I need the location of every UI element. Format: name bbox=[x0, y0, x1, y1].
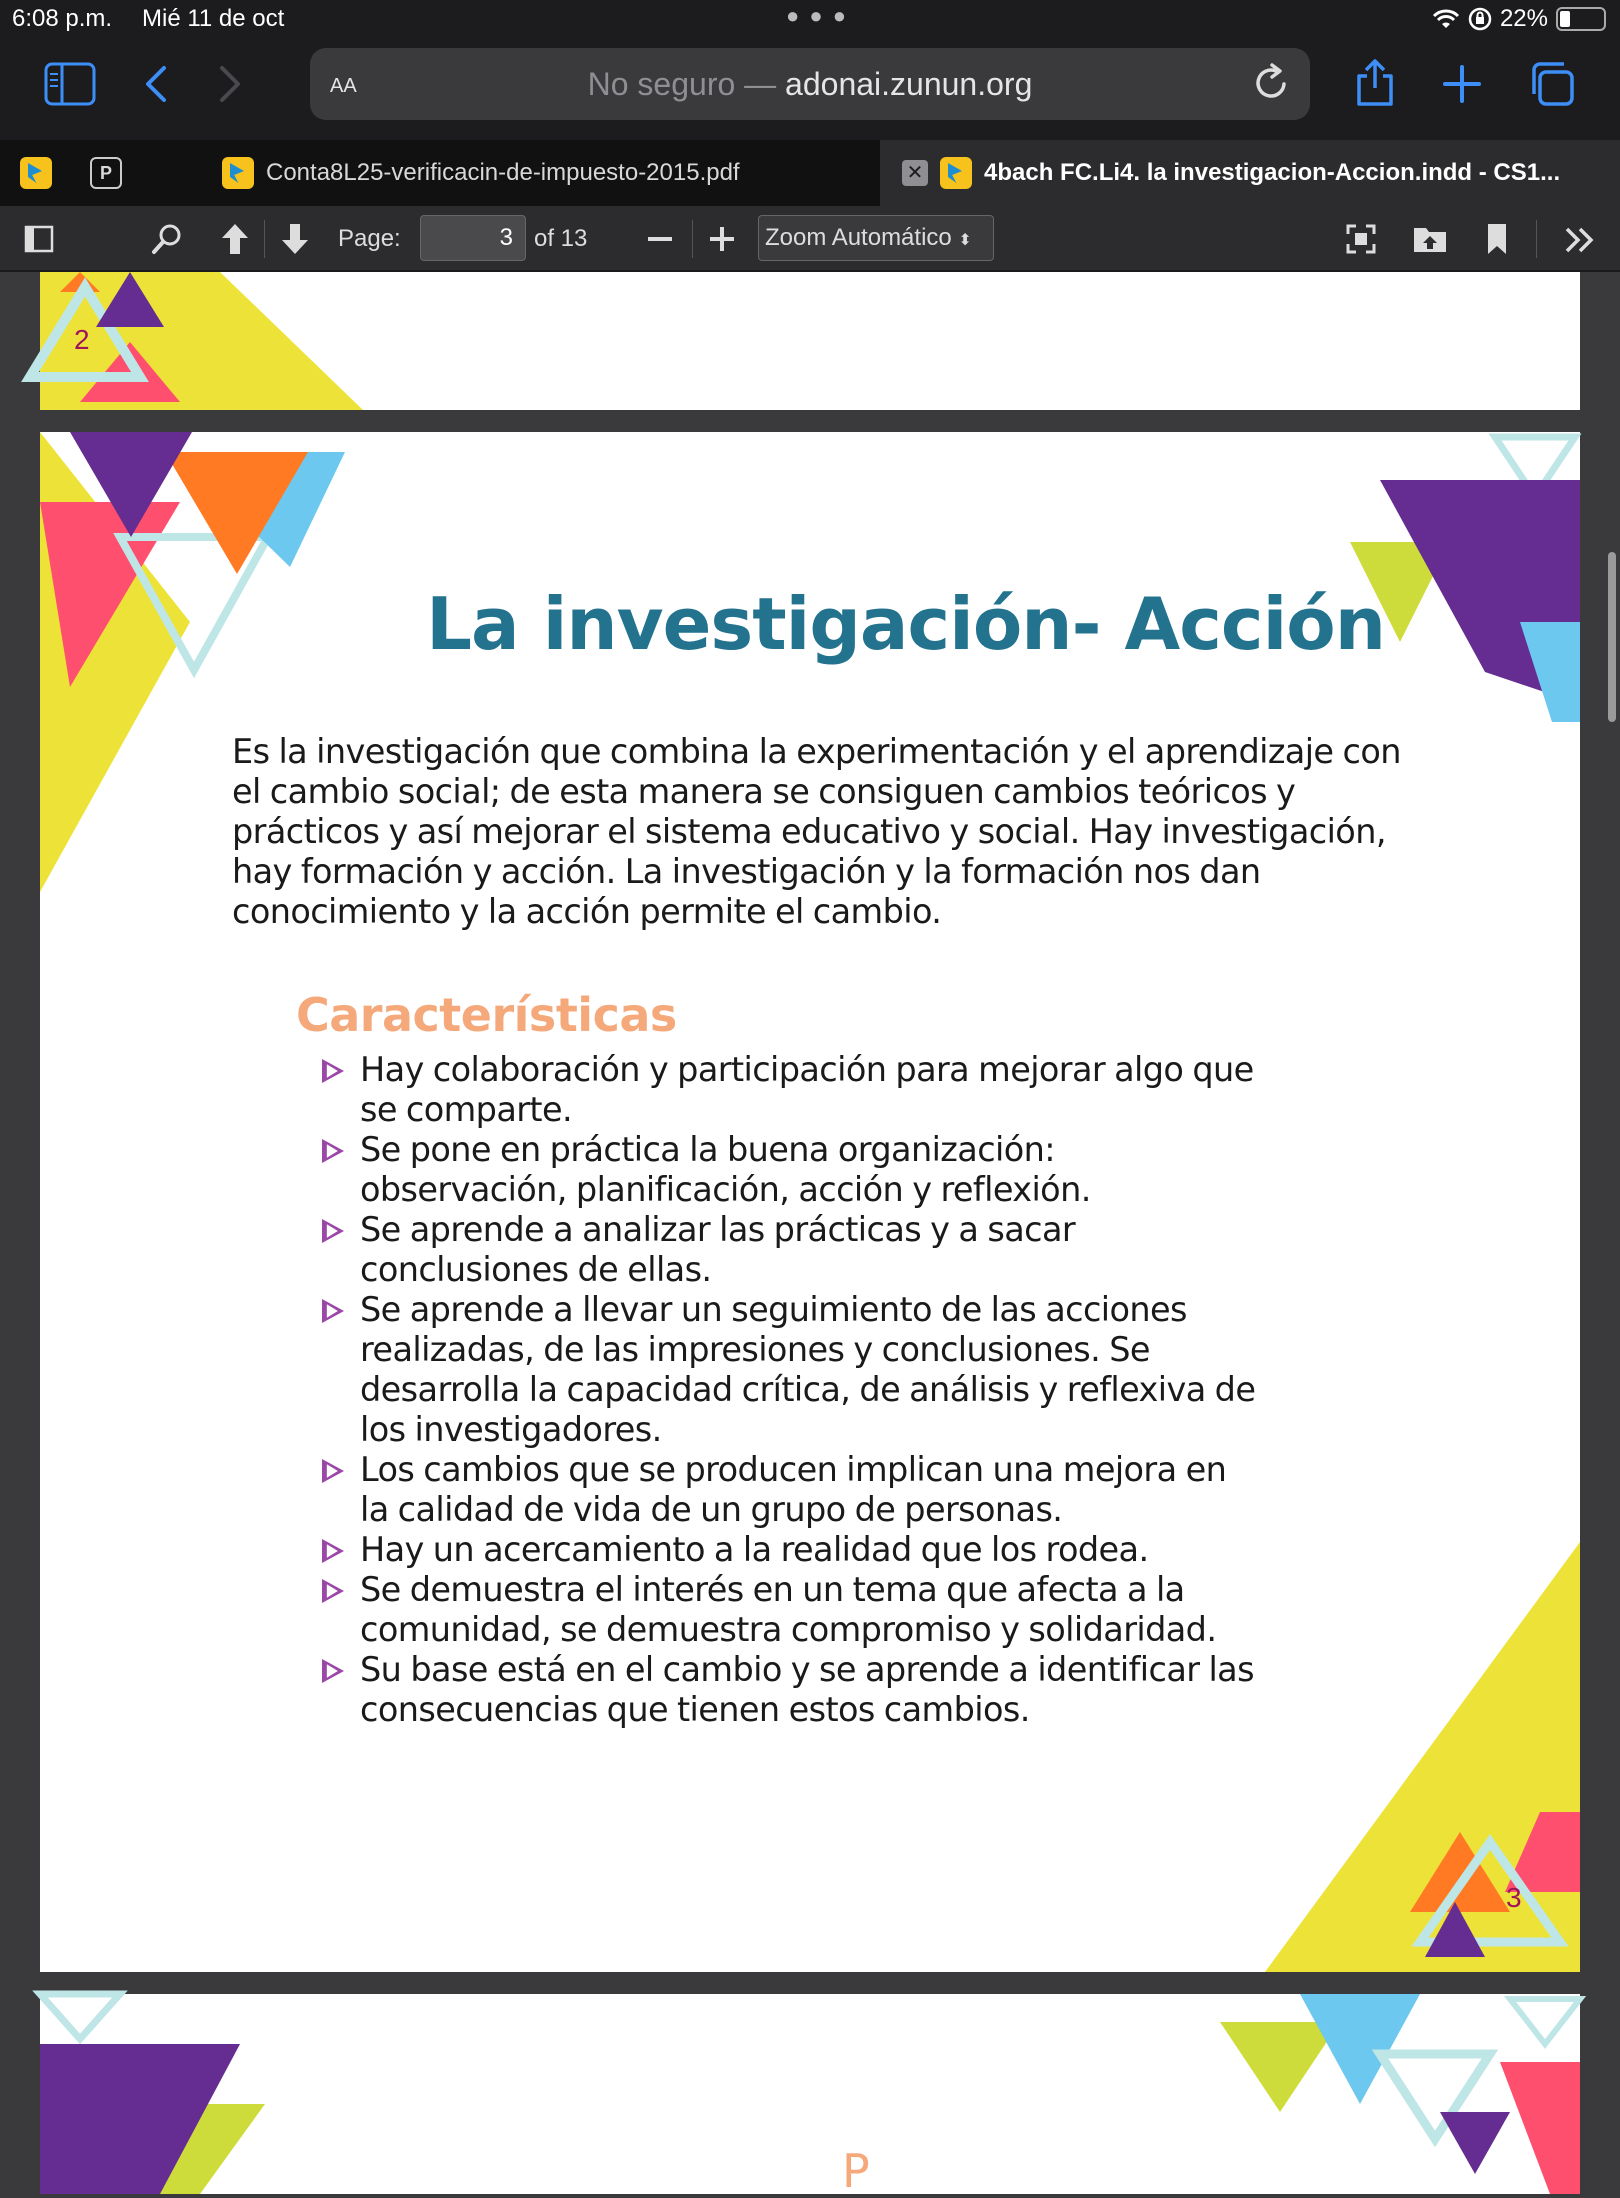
reload-icon[interactable] bbox=[1252, 62, 1292, 104]
favicon-icon bbox=[20, 157, 52, 189]
back-icon[interactable] bbox=[142, 64, 168, 104]
battery-percent: 22% bbox=[1499, 5, 1548, 32]
scrollbar[interactable] bbox=[1608, 552, 1616, 722]
status-time: 6:08 p.m. bbox=[12, 5, 113, 32]
text-size-button[interactable]: AA bbox=[330, 75, 357, 97]
tabs-overview-icon[interactable] bbox=[1528, 60, 1576, 108]
share-icon[interactable] bbox=[1354, 58, 1396, 108]
page-label: Page: bbox=[338, 225, 401, 252]
zoom-out-icon[interactable] bbox=[648, 236, 672, 242]
decorative-triangles bbox=[40, 272, 1580, 410]
tab-bar bbox=[0, 140, 1620, 206]
close-tab-icon[interactable]: ✕ bbox=[902, 160, 928, 186]
page-total: of 13 bbox=[534, 225, 588, 252]
page-number-input[interactable] bbox=[420, 215, 526, 261]
forward-icon[interactable] bbox=[218, 64, 244, 104]
chevron-updown-icon: ⬍ bbox=[958, 232, 972, 249]
battery-icon bbox=[1556, 7, 1606, 31]
previous-page-icon[interactable] bbox=[220, 222, 250, 256]
multitasking-dots[interactable]: ● ● ● bbox=[786, 3, 849, 28]
pinned-tab-2[interactable] bbox=[86, 140, 126, 206]
address-domain: adonai.zunun.org bbox=[785, 66, 1033, 102]
list-item: Se demuestra el interés en un tema que afecta a la comunidad, se demuestra compromiso y solidaridad. bbox=[360, 1570, 1260, 1650]
zoom-value: Zoom Automático bbox=[765, 224, 952, 251]
tab-investigacion[interactable] bbox=[880, 140, 1620, 206]
status-date: Mié 11 de oct bbox=[142, 5, 285, 32]
tab-title: Conta8L25-verificacin-de-impuesto-2015.pdf bbox=[266, 159, 740, 186]
zoom-in-icon[interactable] bbox=[710, 227, 734, 251]
zoom-select[interactable] bbox=[758, 215, 994, 261]
open-file-icon[interactable] bbox=[1412, 222, 1448, 254]
tools-chevron-icon[interactable] bbox=[1564, 226, 1596, 254]
address-bar[interactable] bbox=[310, 48, 1310, 120]
characteristics-list bbox=[360, 1050, 1260, 1730]
wifi-icon bbox=[1432, 8, 1460, 30]
pdf-toolbar bbox=[0, 206, 1620, 272]
list-item: Su base está en el cambio y se aprende a identificar las consecuencias que tienen estos cambios. bbox=[360, 1650, 1260, 1730]
page-number: 3 bbox=[1506, 1882, 1522, 1913]
intro-paragraph: Es la investigación que combina la experimentación y el aprendizaje con el cambio social; de esta manera se consiguen cambios teóricos y prácticos y así mejorar el sistema educativo y social. Hay investigación, hay formación y acción. La investigación y la formación nos dan conocimiento y la acción permite el cambio. bbox=[232, 732, 1401, 931]
next-page-heading: P bbox=[842, 2144, 870, 2198]
favicon-icon bbox=[940, 157, 972, 189]
pdf-viewer[interactable] bbox=[0, 272, 1620, 2198]
orientation-lock-icon bbox=[1468, 7, 1492, 31]
page-title: La investigación- Acción bbox=[426, 582, 1385, 666]
list-item: Se aprende a analizar las prácticas y a sacar conclusiones de ellas. bbox=[360, 1210, 1260, 1290]
section-heading: Características bbox=[296, 988, 677, 1042]
pinned-p-icon: P bbox=[90, 157, 122, 189]
list-item: Se aprende a llevar un seguimiento de las acciones realizadas, de las impresiones y conclusiones. Se desarrolla la capacidad crítica, de análisis y reflexiva de los investigadores. bbox=[360, 1290, 1260, 1450]
next-page-icon[interactable] bbox=[280, 222, 310, 256]
pinned-tab-1[interactable] bbox=[16, 140, 56, 206]
tab-conta[interactable] bbox=[146, 140, 880, 206]
pdf-page-2 bbox=[40, 272, 1580, 410]
list-item: Hay un acercamiento a la realidad que los rodea. bbox=[360, 1530, 1260, 1570]
address-text[interactable] bbox=[310, 66, 1310, 103]
favicon-icon bbox=[222, 157, 254, 189]
find-icon[interactable] bbox=[150, 222, 184, 256]
browser-toolbar bbox=[0, 40, 1620, 140]
page-number: 2 bbox=[74, 324, 90, 355]
address-prefix: No seguro — bbox=[587, 66, 777, 102]
list-item: Los cambios que se producen implican una mejora en la calidad de vida de un grupo de personas. bbox=[360, 1450, 1260, 1530]
tab-title: 4bach FC.Li4. la investigacion-Accion.indd - CS1... bbox=[984, 159, 1561, 186]
decorative-triangles bbox=[40, 1994, 1580, 2194]
pdf-page-4 bbox=[40, 1994, 1580, 2198]
status-bar bbox=[0, 0, 1620, 40]
new-tab-icon[interactable] bbox=[1442, 64, 1482, 104]
list-item: Se pone en práctica la buena organización: observación, planificación, acción y reflexión. bbox=[360, 1130, 1260, 1210]
status-right bbox=[1432, 5, 1606, 33]
list-item: Hay colaboración y participación para mejorar algo que se comparte. bbox=[360, 1050, 1260, 1130]
toggle-sidebar-icon[interactable] bbox=[24, 224, 54, 254]
bookmark-icon[interactable] bbox=[1486, 222, 1508, 256]
presentation-mode-icon[interactable] bbox=[1346, 224, 1376, 254]
sidebar-icon[interactable] bbox=[44, 62, 96, 106]
pdf-page-3 bbox=[40, 432, 1580, 1972]
